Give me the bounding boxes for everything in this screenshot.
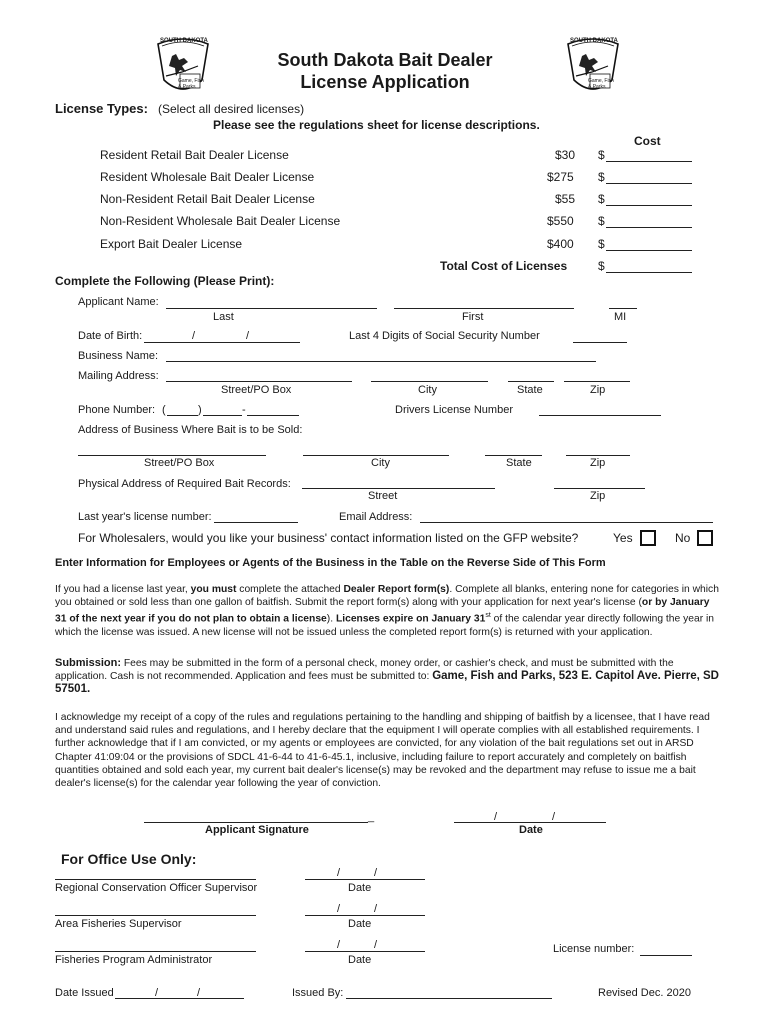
date-slash: / xyxy=(337,867,341,879)
regional-supervisor-date-field[interactable] xyxy=(305,879,425,880)
zip-caption: Zip xyxy=(590,490,606,502)
bait-city-field[interactable] xyxy=(303,455,449,456)
no-label: No xyxy=(675,531,691,545)
license-name: Non-Resident Retail Bait Dealer License xyxy=(100,192,315,206)
license-price: $400 xyxy=(547,237,574,251)
mailing-city-field[interactable] xyxy=(371,381,488,382)
state-caption: State xyxy=(517,384,543,396)
date-slash: / xyxy=(197,987,201,999)
license-name: Resident Retail Bait Dealer License xyxy=(100,148,289,162)
ssn-field[interactable] xyxy=(573,342,627,343)
date-slash: / xyxy=(494,811,498,823)
cost-field-resident-retail[interactable] xyxy=(606,161,692,162)
wholesaler-question: For Wholesalers, would you like your business' contact information listed on the GFP website? xyxy=(78,531,579,545)
date-slash: / xyxy=(374,867,378,879)
business-name-label: Business Name: xyxy=(78,350,159,362)
records-address-label: Physical Address of Required Bait Records: xyxy=(78,478,291,490)
program-admin-date-field[interactable] xyxy=(305,951,425,952)
license-price: $55 xyxy=(555,192,576,206)
applicant-last-name-field[interactable] xyxy=(166,308,377,309)
para-bold: Dealer Report form(s) xyxy=(343,584,450,595)
signature-underscore: _ xyxy=(368,811,375,823)
date-caption: Date xyxy=(348,954,372,966)
license-types-heading: License Types: xyxy=(55,101,148,116)
dob-field[interactable] xyxy=(144,342,300,343)
license-types-hint: (Select all desired licenses) xyxy=(158,102,305,116)
applicant-signature-label: Applicant Signature xyxy=(205,824,309,836)
area-supervisor-label: Area Fisheries Supervisor xyxy=(55,918,182,930)
submission-address: Game, Fish and Parks, 523 E. Capitol Ave. Pierre, SD 57501. xyxy=(55,670,719,696)
office-use-heading: For Office Use Only: xyxy=(61,851,197,867)
last-year-license-label: Last year's license number: xyxy=(78,511,212,523)
para-bold: you must xyxy=(190,584,237,595)
records-zip-field[interactable] xyxy=(554,488,645,489)
para-text: ). xyxy=(326,613,336,625)
license-price: $30 xyxy=(555,148,576,162)
para-text: Fees may be submitted in the form of a personal check, money order, or cashier's check, and must be submitted with the application. Cash is not recommended. Application and fees must be submitted to: xyxy=(55,658,674,683)
para-text: of the calendar year directly following the year in which the license was issued. A new license will not be issued unless the completed report form(s) is returned with your application. xyxy=(55,613,714,639)
para-sup: st xyxy=(485,612,491,620)
mailing-state-field[interactable] xyxy=(508,381,554,382)
date-caption: Date xyxy=(348,882,372,894)
form-heading: Complete the Following (Please Print): xyxy=(55,274,275,288)
yes-label: Yes xyxy=(613,531,633,545)
no-checkbox[interactable] xyxy=(697,530,713,546)
signature-date-field[interactable] xyxy=(454,822,606,823)
city-caption: City xyxy=(371,457,390,469)
cost-field-nonresident-wholesale[interactable] xyxy=(606,227,692,228)
zip-caption: Zip xyxy=(590,457,606,469)
license-price: $275 xyxy=(547,170,574,184)
bait-state-field[interactable] xyxy=(485,455,542,456)
phone-dash: - xyxy=(242,404,246,416)
employees-heading: Enter Information for Employees or Agents of the Business in the Table on the Reverse Side of This Form xyxy=(55,557,606,569)
title-line-1: South Dakota Bait Dealer xyxy=(277,50,493,70)
ssn-label: Last 4 Digits of Social Security Number xyxy=(349,330,540,342)
license-types-note: Please see the regulations sheet for license descriptions. xyxy=(213,118,540,132)
date-slash: / xyxy=(155,987,159,999)
currency-sign: $ xyxy=(598,259,605,273)
drivers-license-field[interactable] xyxy=(539,415,661,416)
currency-sign: $ xyxy=(598,237,605,251)
submission-instructions xyxy=(55,657,719,697)
date-issued-label: Date Issued xyxy=(55,987,114,999)
currency-sign: $ xyxy=(598,170,605,184)
street-po-caption: Street/PO Box xyxy=(144,457,215,469)
license-name: Export Bait Dealer License xyxy=(100,237,243,251)
report-instructions xyxy=(55,583,719,639)
area-supervisor-date-field[interactable] xyxy=(305,915,425,916)
para-bold: Licenses expire on January 31 xyxy=(335,613,486,625)
zip-caption: Zip xyxy=(590,384,606,396)
para-text: . Complete all blanks, entering none for categories in which you obtained or sold less than one gallon of baitfish. Submit the report form(s) along with your application for next year's license ( xyxy=(55,584,719,609)
date-slash: / xyxy=(374,903,378,915)
submission-label: Submission: xyxy=(55,657,122,669)
phone-prefix-field[interactable] xyxy=(203,415,242,416)
date-slash: / xyxy=(337,903,341,915)
para-bold: or by January 31 of the next year if you do not plan to obtain a license xyxy=(55,597,710,625)
cost-field-export[interactable] xyxy=(606,250,692,251)
phone-line-field[interactable] xyxy=(247,415,299,416)
total-cost-field[interactable] xyxy=(606,272,692,273)
street-caption: Street xyxy=(368,490,398,502)
date-issued-field[interactable] xyxy=(115,998,244,999)
para-text: If you had a license last year, xyxy=(55,584,191,595)
date-caption: Date xyxy=(348,918,372,930)
program-admin-label: Fisheries Program Administrator xyxy=(55,954,213,966)
cost-header: Cost xyxy=(634,134,661,148)
email-label: Email Address: xyxy=(339,511,413,523)
phone-area-code-field[interactable] xyxy=(167,415,198,416)
cost-field-nonresident-retail[interactable] xyxy=(606,205,692,206)
applicant-name-label: Applicant Name: xyxy=(78,296,159,308)
drivers-license-label: Drivers License Number xyxy=(395,404,513,416)
phone-paren-open: ( xyxy=(162,404,166,416)
total-cost-label: Total Cost of Licenses xyxy=(440,259,568,273)
logo-text-top-right: SOUTH DAKOTA xyxy=(570,38,618,44)
email-field[interactable] xyxy=(420,522,713,523)
logo-text-bottom-left: Game, Fish & Parks xyxy=(178,78,204,90)
yes-checkbox[interactable] xyxy=(640,530,656,546)
mi-caption: MI xyxy=(614,311,627,323)
applicant-signature-field[interactable] xyxy=(144,822,368,823)
street-po-caption: Street/PO Box xyxy=(221,384,292,396)
mailing-zip-field[interactable] xyxy=(564,381,630,382)
first-caption: First xyxy=(462,311,484,323)
license-name: Resident Wholesale Bait Dealer License xyxy=(100,170,315,184)
currency-sign: $ xyxy=(598,148,605,162)
applicant-mi-field[interactable] xyxy=(609,308,637,309)
license-number-label: License number: xyxy=(553,943,635,955)
date-slash: / xyxy=(374,939,378,951)
phone-label: Phone Number: xyxy=(78,404,156,416)
dob-slash: / xyxy=(246,330,250,342)
bait-street-field[interactable] xyxy=(78,455,266,456)
city-caption: City xyxy=(418,384,437,396)
regional-supervisor-signature-field[interactable] xyxy=(55,879,256,880)
currency-sign: $ xyxy=(598,192,605,206)
revision-date: Revised Dec. 2020 xyxy=(598,987,691,999)
area-supervisor-signature-field[interactable] xyxy=(55,915,256,916)
signature-date-label: Date xyxy=(519,824,543,836)
acknowledgement-text: I acknowledge my receipt of a copy of the rules and regulations pertaining to the handling and shipping of baitfish by a licensee, that I have read and understand said rules and regulations, and I hereby declare that the equipment I will operate complies with all established requirements. I further acknowledge that if I am convicted, or my agents or employees are convicted, for any violation of the bait regulations set out in ARSD Chapter 41:09:04 or the provisions of SDCL 41-6-44 to 41-6-45.1, inclusive, including failure to report accurately and completely on baitfish quantities obtained and sold each year, my current bait dealer's license(s) may be revoked and the department may refuse to issue me a bait dealer's license(s) for the calendar year following the year of conviction. xyxy=(55,712,710,790)
records-street-field[interactable] xyxy=(302,488,495,489)
program-admin-signature-field[interactable] xyxy=(55,951,256,952)
bait-zip-field[interactable] xyxy=(566,455,630,456)
issued-by-label: Issued By: xyxy=(292,987,344,999)
date-slash: / xyxy=(337,939,341,951)
license-name: Non-Resident Wholesale Bait Dealer License xyxy=(100,214,341,228)
phone-paren-close: ) xyxy=(198,404,202,416)
logo-text-top-left: SOUTH DAKOTA xyxy=(160,38,208,44)
state-caption: State xyxy=(506,457,532,469)
dob-label: Date of Birth: xyxy=(78,330,143,342)
bait-address-label: Address of Business Where Bait is to be Sold: xyxy=(78,424,303,436)
last-caption: Last xyxy=(213,311,234,323)
dob-slash: / xyxy=(192,330,196,342)
license-number-field[interactable] xyxy=(640,955,692,956)
cost-field-resident-wholesale[interactable] xyxy=(606,183,692,184)
last-year-license-field[interactable] xyxy=(214,522,298,523)
regional-supervisor-label: Regional Conservation Officer Supervisor xyxy=(55,882,258,894)
license-price: $550 xyxy=(547,214,574,228)
issued-by-field[interactable] xyxy=(346,998,552,999)
currency-sign: $ xyxy=(598,214,605,228)
mailing-street-field[interactable] xyxy=(166,381,352,382)
logo-text-bottom-right: Game, Fish & Parks xyxy=(588,78,614,90)
mailing-address-label: Mailing Address: xyxy=(78,370,159,382)
date-slash: / xyxy=(552,811,556,823)
applicant-first-name-field[interactable] xyxy=(394,308,574,309)
title-line-2: License Application xyxy=(300,72,470,92)
business-name-field[interactable] xyxy=(166,361,596,362)
para-text: complete the attached xyxy=(236,584,344,595)
